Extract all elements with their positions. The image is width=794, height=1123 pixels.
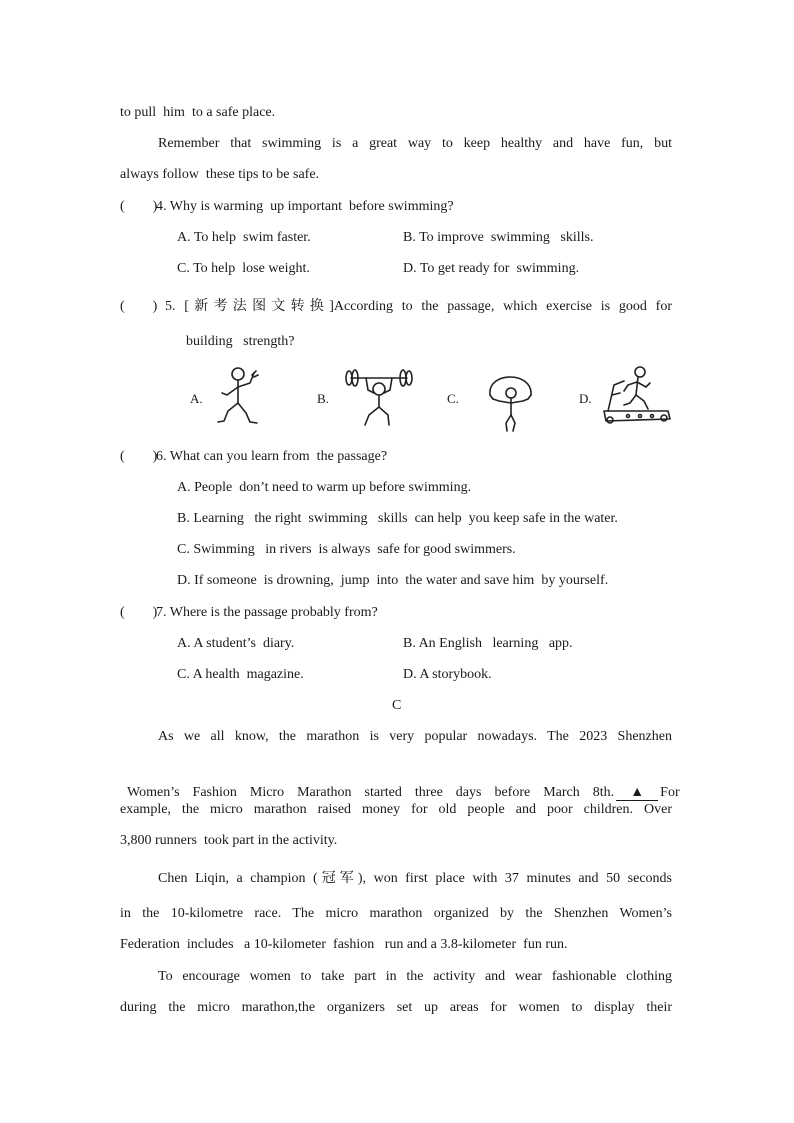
q5-pic-label-b[interactable]: B. xyxy=(317,391,329,406)
q5-pic-label-a[interactable]: A. xyxy=(190,391,203,406)
answer-blank-1[interactable] xyxy=(616,786,658,801)
section-c-p1-line1: As we all know, the marathon is very popular nowadays. The 2023 Shenzhen xyxy=(158,729,672,744)
treadmill-runner-icon[interactable] xyxy=(600,365,672,429)
q4-option-b[interactable]: B. To improve swimming skills. xyxy=(403,230,594,245)
stick-figure-dancing-icon[interactable] xyxy=(214,365,262,429)
section-c-p2-line1: Chen Liqin, a champion (冠军), won first place with 37 minutes and 50 seconds xyxy=(158,871,672,886)
q6-option-b[interactable]: B. Learning the right swimming skills can help you keep safe in the water. xyxy=(177,511,618,526)
section-c-p1-line2 xyxy=(120,766,680,802)
q5-pic-label-c[interactable]: C. xyxy=(447,391,459,406)
passage-line-pull: to pull him to a safe place. xyxy=(120,105,276,120)
section-c-p1-line2-text: Women’s Fashion Micro Marathon started three days before March 8th. xyxy=(127,785,615,800)
section-c-p3-line1: To encourage women to take part in the activity and wear fashionable clothing xyxy=(158,969,672,984)
question-5-stem-cont: building strength? xyxy=(186,334,295,349)
q7-option-d[interactable]: D. A storybook. xyxy=(403,667,492,682)
answer-paren-q5[interactable]: ( ) xyxy=(120,299,158,314)
section-c-p2-line3: Federation includes a 10-kilometer fashion run and a 3.8-kilometer fun run. xyxy=(120,937,568,952)
q4-option-a[interactable]: A. To help swim faster. xyxy=(177,230,311,245)
question-7-stem: 7. Where is the passage probably from? xyxy=(156,605,378,620)
question-4-stem: 4. Why is warming up important before swimming? xyxy=(156,199,454,214)
section-c-p1-line2-after: For xyxy=(660,785,680,800)
q6-option-c[interactable]: C. Swimming in rivers is always safe for good swimmers. xyxy=(177,542,516,557)
section-c-p1-line4: 3,800 runners took part in the activity. xyxy=(120,833,338,848)
q7-option-a[interactable]: A. A student’s diary. xyxy=(177,636,295,651)
q5-pic-label-d[interactable]: D. xyxy=(579,391,592,406)
jump-rope-icon[interactable] xyxy=(485,365,537,433)
section-c-p2-line2: in the 10-kilometre race. The micro marathon organized by the Shenzhen Women’s xyxy=(120,906,672,921)
q6-option-a[interactable]: A. People don’t need to warm up before swimming. xyxy=(177,480,472,495)
section-c-p1-line3: example, the micro marathon raised money for old people and poor children. Over xyxy=(120,802,672,817)
passage-line-remember-cont: always follow these tips to be safe. xyxy=(120,167,320,182)
q4-option-d[interactable]: D. To get ready for swimming. xyxy=(403,261,580,276)
q7-option-c[interactable]: C. A health magazine. xyxy=(177,667,304,682)
answer-paren-q6[interactable]: ( ) xyxy=(120,449,158,464)
section-c-heading: C xyxy=(392,698,402,713)
answer-paren-q7[interactable]: ( ) xyxy=(120,605,158,620)
q4-option-c[interactable]: C. To help lose weight. xyxy=(177,261,310,276)
weightlifter-icon[interactable] xyxy=(343,365,415,429)
passage-line-remember: Remember that swimming is a great way to keep healthy and have fun, but xyxy=(158,136,672,151)
q6-option-d[interactable]: D. If someone is drowning, jump into the water and save him by yourself. xyxy=(177,573,609,588)
question-5-stem: 5. [新考法图文转换]According to the passage, which exercise is good for xyxy=(165,299,672,314)
question-6-stem: 6. What can you learn from the passage? xyxy=(156,449,388,464)
blank-triangle-icon: ▲ xyxy=(630,785,645,800)
answer-paren-q4[interactable]: ( ) xyxy=(120,199,158,214)
section-c-p3-line2: during the micro marathon,the organizers set up areas for women to display their xyxy=(120,1000,672,1015)
q7-option-b[interactable]: B. An English learning app. xyxy=(403,636,573,651)
